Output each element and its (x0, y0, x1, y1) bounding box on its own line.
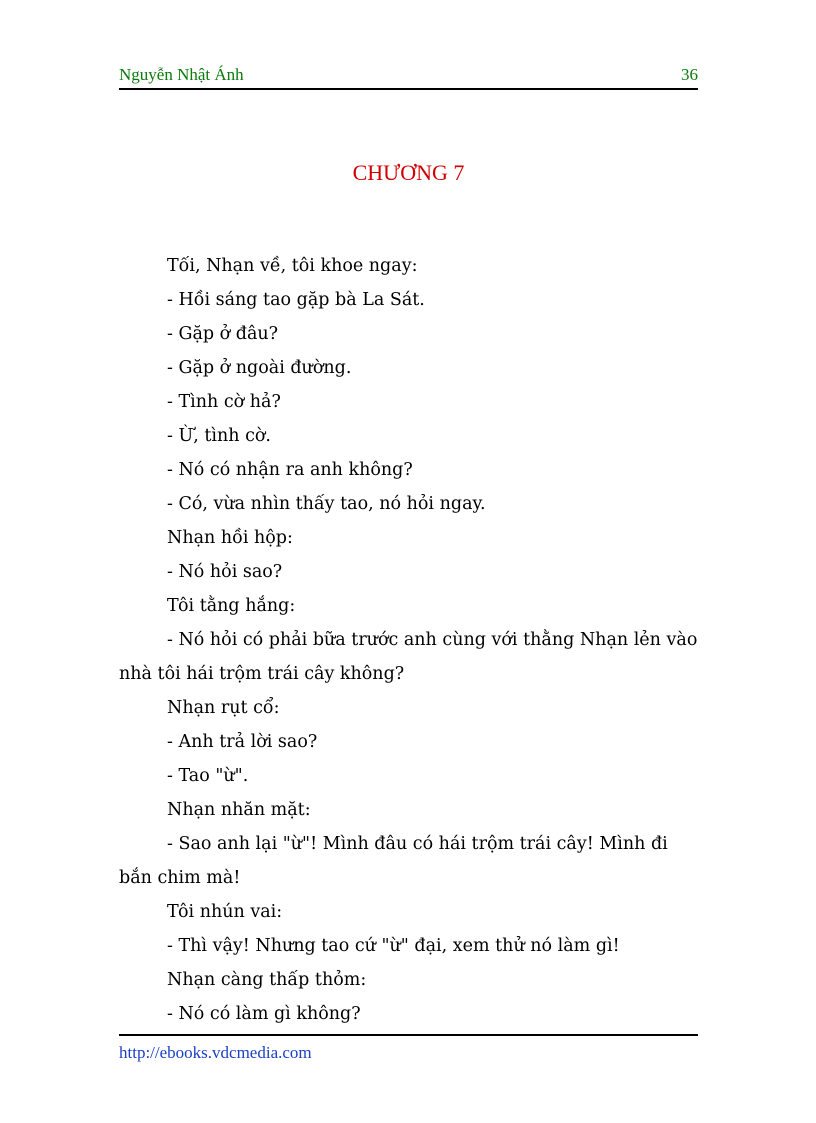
paragraph: - Nó hỏi có phải bữa trước anh cùng với thằng Nhạn lẻn vào nhà tôi hái trộm trái cây không? (119, 630, 698, 684)
paragraph: - Hồi sáng tao gặp bà La Sát. (167, 290, 425, 310)
paragraph: - Gặp ở đâu? (167, 324, 279, 344)
paragraph: - Nó có nhận ra anh không? (167, 460, 413, 480)
paragraph: - Anh trả lời sao? (167, 732, 318, 752)
paragraph: - Thì vậy! Nhưng tao cứ "ừ" đại, xem thử nó làm gì! (167, 936, 620, 956)
paragraph: - Tao "ừ". (167, 766, 249, 786)
paragraph: Nhạn nhăn mặt: (167, 800, 311, 820)
paragraph: - Có, vừa nhìn thấy tao, nó hỏi ngay. (167, 494, 486, 514)
paragraph: Nhạn càng thấp thỏm: (167, 970, 367, 990)
paragraph: - Sao anh lại "ừ"! Mình đâu có hái trộm trái cây! Mình đi bắn chim mà! (119, 834, 668, 888)
author-name: Nguyễn Nhật Ánh (119, 65, 244, 84)
paragraph: Tôi tằng hắng: (167, 596, 296, 616)
paragraph: - Gặp ở ngoài đường. (167, 358, 352, 378)
paragraph: - Nó hỏi sao? (167, 562, 283, 582)
page-footer (119, 1034, 698, 1062)
paragraph: - Tình cờ hả? (167, 392, 281, 412)
page-number: 36 (681, 65, 698, 84)
paragraph: Tôi nhún vai: (167, 902, 283, 922)
page-header (119, 63, 698, 90)
chapter-title: CHƯƠNG 7 (352, 160, 465, 185)
footer-link[interactable]: http://ebooks.vdcmedia.com (119, 1043, 312, 1062)
paragraph: - Ừ, tình cờ. (167, 426, 271, 446)
paragraph: Nhạn hồi hộp: (167, 528, 293, 548)
paragraph: Nhạn rụt cổ: (167, 698, 280, 718)
paragraph: Tối, Nhạn về, tôi khoe ngay: (167, 256, 418, 276)
paragraph: - Nó có làm gì không? (167, 1004, 361, 1024)
chapter-body (119, 249, 698, 1031)
